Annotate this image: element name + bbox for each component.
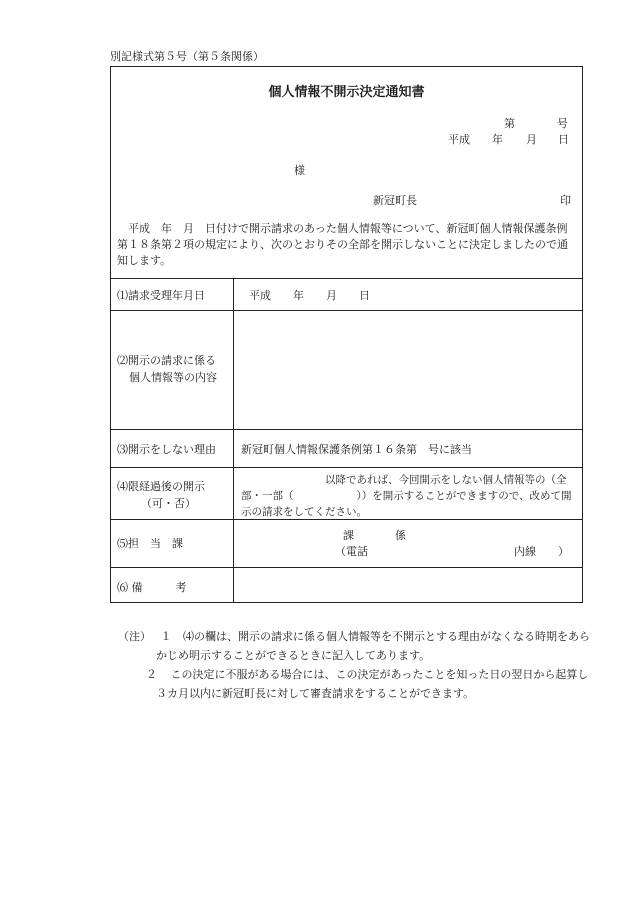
notes [118, 627, 590, 703]
date-year: 年 [492, 133, 503, 146]
refusal-reason-label: ⑶開示をしない理由 [117, 443, 216, 456]
recipient-honorific: 様 [294, 164, 305, 177]
department-extension: 内線 ） [514, 545, 569, 558]
disclosure-after-period-label-2: （可・否） [141, 497, 196, 510]
document-title: 個人情報不開示決定通知書 [268, 85, 425, 100]
date-day: 日 [558, 133, 569, 146]
department-kakari: 係 [395, 529, 406, 542]
number-go: 号 [557, 117, 568, 130]
department-label: ⑸担 当 課 [117, 537, 183, 550]
refusal-reason-value: 新冠町個人情報保護条例第１６条第 号に該当 [241, 443, 472, 456]
department-ka: 課 [343, 529, 354, 542]
row-divider [111, 567, 582, 568]
note-1-text: ⑷の欄は、開示の請求に係る個人情報等を不開示とする理由がなくなる時期をあら [183, 630, 590, 643]
request-content-label: ⑵開示の請求に係る [117, 354, 216, 367]
row-divider [111, 429, 582, 430]
receipt-date-value: 平成 年 月 日 [249, 289, 370, 302]
number-dai: 第 [504, 117, 515, 130]
department-tel: （電話 [335, 545, 368, 558]
receipt-date-label: ⑴請求受理年月日 [117, 289, 205, 302]
date-era: 平成 [448, 133, 470, 146]
notice-body: 平成 年 月 日付けで開示請求のあった個人情報等について、新冠町個人情報保護条例第１８条第２項の規定により、次のとおりその全部を開示しないことに決定しましたので通知します。 [117, 222, 568, 267]
form-reference: 別記様式第５号（第５条関係） [110, 50, 264, 63]
row-divider [111, 278, 582, 279]
note-1-text-continued: かじめ明示することができるときに記入してあります。 [156, 649, 431, 662]
disclosure-after-period-label: ⑷限経過後の開示 [117, 480, 205, 493]
disclosure-after-period-value: 以降であれば、今回開示をしない個人情報等の（全部・一部（ ））を開示することができますので、改めて開示の請求をしてください。 [241, 474, 572, 518]
remarks-label: ⑹ 備 考 [117, 581, 187, 594]
table-column-divider [233, 278, 234, 602]
note-prefix: （注） [118, 630, 151, 643]
row-divider [111, 310, 582, 311]
note-2-text: この決定に不服がある場合には、この決定があったことを知った日の翌日から起算し [170, 668, 589, 681]
note-2-text-continued: ３カ月以内に新冠町長に対して審査請求をすることができます。 [156, 687, 475, 700]
request-content-label-2: 個人情報等の内容 [129, 371, 217, 384]
form-frame [110, 66, 583, 603]
note-2-number: ２ [146, 668, 157, 681]
date-month: 月 [526, 133, 537, 146]
row-divider [111, 467, 582, 468]
issuer-name: 新冠町長 [373, 194, 417, 207]
issuer-seal: 印 [560, 194, 571, 207]
note-1-number: １ [160, 630, 172, 643]
